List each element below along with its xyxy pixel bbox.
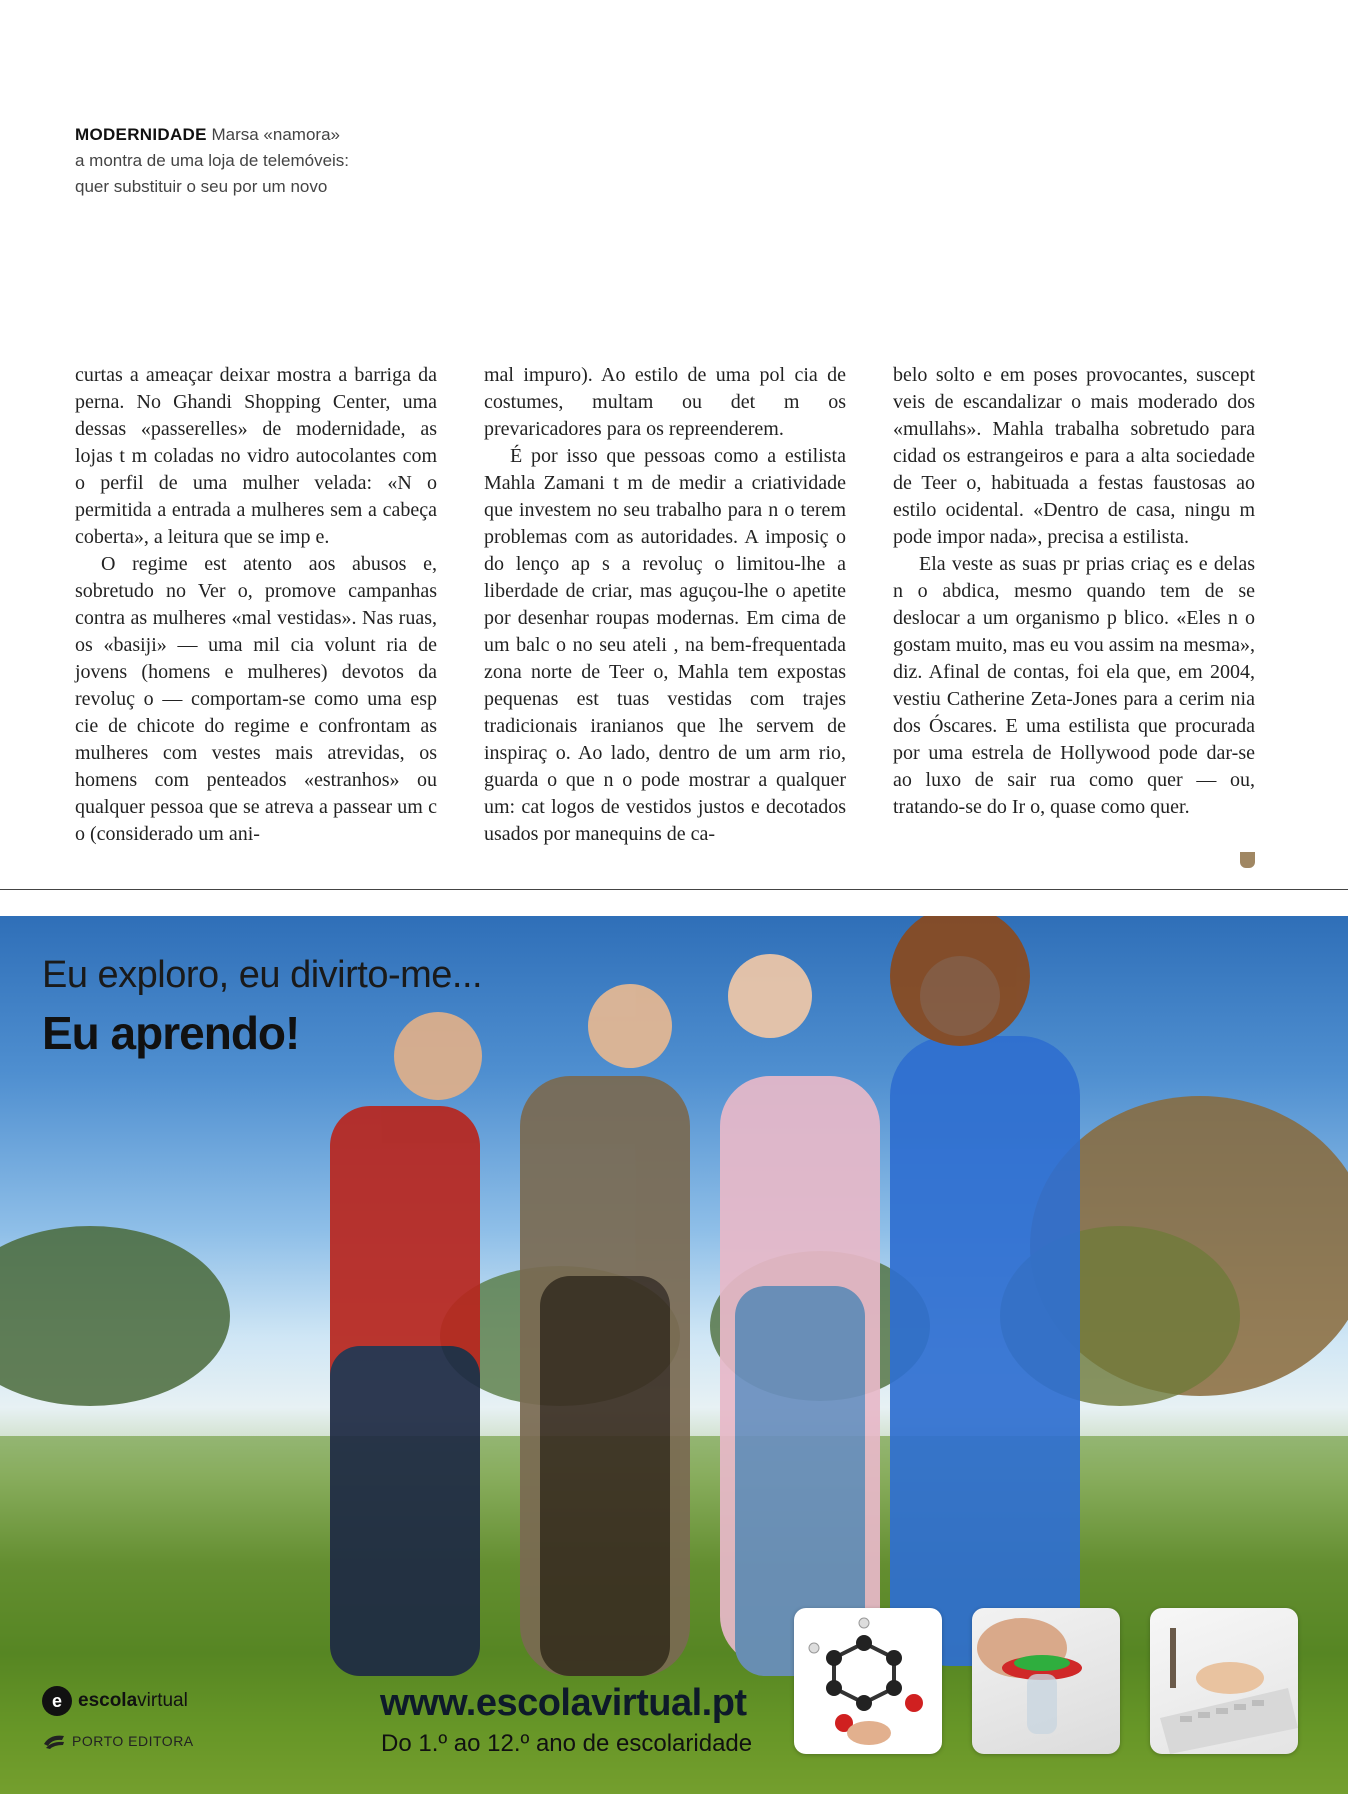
- article-column-2: [484, 362, 846, 848]
- paragraph: mal impuro). Ao estilo de uma pol cia de costumes, multam ou det m os prevaricadores para os repreenderem.: [484, 364, 846, 440]
- magnifier-icon: [972, 1608, 1120, 1754]
- paragraph: O regime est atento aos abusos e, sobretudo no Ver o, promove campanhas contra as mulheres «mal vestidas». Nas ruas, os «basiji» — uma mil cia volunt ria de jovens (homens e mulheres) devotos da revoluç o — comportam-se como uma esp cie de chicote do regime e confrontam as mulheres com vestes mais atrevidas, os homens com penteados «estranhos» ou qualquer pessoa que se atreva a passear um c o (considerado um ani-: [75, 553, 437, 845]
- brand-name-light: virtual: [137, 1690, 188, 1711]
- porto-editora-mark-icon: [42, 1732, 66, 1750]
- keyboard-thumbnail: [1150, 1608, 1298, 1754]
- caption-text-2: a montra de uma loja de telemóveis:: [75, 151, 350, 170]
- caption-tag: MODERNIDADE: [75, 125, 207, 144]
- escola-virtual-badge-icon: e: [42, 1686, 72, 1716]
- photo-caption: [75, 122, 415, 200]
- ad-headline-2: Eu aprendo!: [42, 1007, 300, 1059]
- paragraph: Ela veste as suas pr prias criaç es e delas n o abdica, mesmo quando tem de se deslocar a um organismo p blico. «Eles n o gostam muito, mas eu vou assim na mesma», diz. Afinal de contas, foi ela que, em 2004, vestiu Catherine Zeta-Jones para a cerim nia dos Óscares. E uma estilista que procurada por uma estrela de Hollywood pode dar-se ao luxo de sair rua como quer — ou, tratando-se do Ir o, quase como quer.: [893, 553, 1255, 818]
- microscope-thumbnail: [972, 1608, 1120, 1754]
- molecule-thumbnail: [794, 1608, 942, 1754]
- paragraph: belo solto e em poses provocantes, suscept veis de escandalizar o mais moderado dos «mullahs». Mahla trabalha sobretudo para cidad os estrangeiros e para a alta sociedade de Teer o, habituada a festas faustosas ao estilo ocidental. «Dentro de casa, ningu m pode impor nada», precisa a estilista.: [893, 364, 1255, 548]
- advertisement[interactable]: [0, 916, 1348, 1794]
- article-end-mark-icon: [1240, 852, 1255, 868]
- caption-text-1: Marsa «namora»: [206, 125, 340, 144]
- paragraph: É por isso que pessoas como a estilista Mahla Zamani t m de medir a criatividade que investem no seu trabalho para n o terem problemas com as autoridades. A imposiç o do lenço ap s a revoluç o limitou-lhe a liberdade de criar, mas aguçou-lhe o apetite por desenhar roupas modernas. Em cima de um balc o no seu ateli , na bem-frequentada zona norte de Teer o, Mahla tem expostas pequenas est tuas vestidas com trajes tradicionais iranianos que lhe servem de inspiraç o. Ao lado, dentro de um arm rio, guarda o que n o pode mostrar a qualquer um: cat logos de vestidos justos e decotados usados por manequins de ca-: [484, 445, 846, 845]
- porto-editora-logo[interactable]: [42, 1732, 194, 1750]
- keyboard-icon: [1150, 1608, 1298, 1754]
- publisher-name: PORTO EDITORA: [72, 1733, 194, 1749]
- article-column-3: [893, 362, 1255, 821]
- ad-tagline: Do 1.º ao 12.º ano de escolaridade: [381, 1730, 753, 1757]
- brand-name-bold: escola: [78, 1690, 138, 1711]
- article-column-1: [75, 362, 437, 848]
- ad-headline-1: Eu exploro, eu divirto-me...: [42, 954, 483, 996]
- paragraph: curtas a ameaçar deixar mostra a barriga da perna. No Ghandi Shopping Center, uma dessas «passerelles» de modernidade, as lojas t m coladas no vidro autocolantes com o perfil de uma mulher velada: «N o permitida a entrada a mulheres sem a cabeça coberta», a leitura que se imp e.: [75, 364, 437, 548]
- molecule-icon: [794, 1608, 942, 1754]
- ad-website-link[interactable]: www.escolavirtual.pt: [380, 1682, 747, 1724]
- article-body: [75, 362, 1255, 882]
- caption-text-3: quer substituir o seu por um novo: [75, 177, 328, 196]
- escola-virtual-logo[interactable]: [42, 1686, 188, 1716]
- section-divider: [0, 889, 1348, 890]
